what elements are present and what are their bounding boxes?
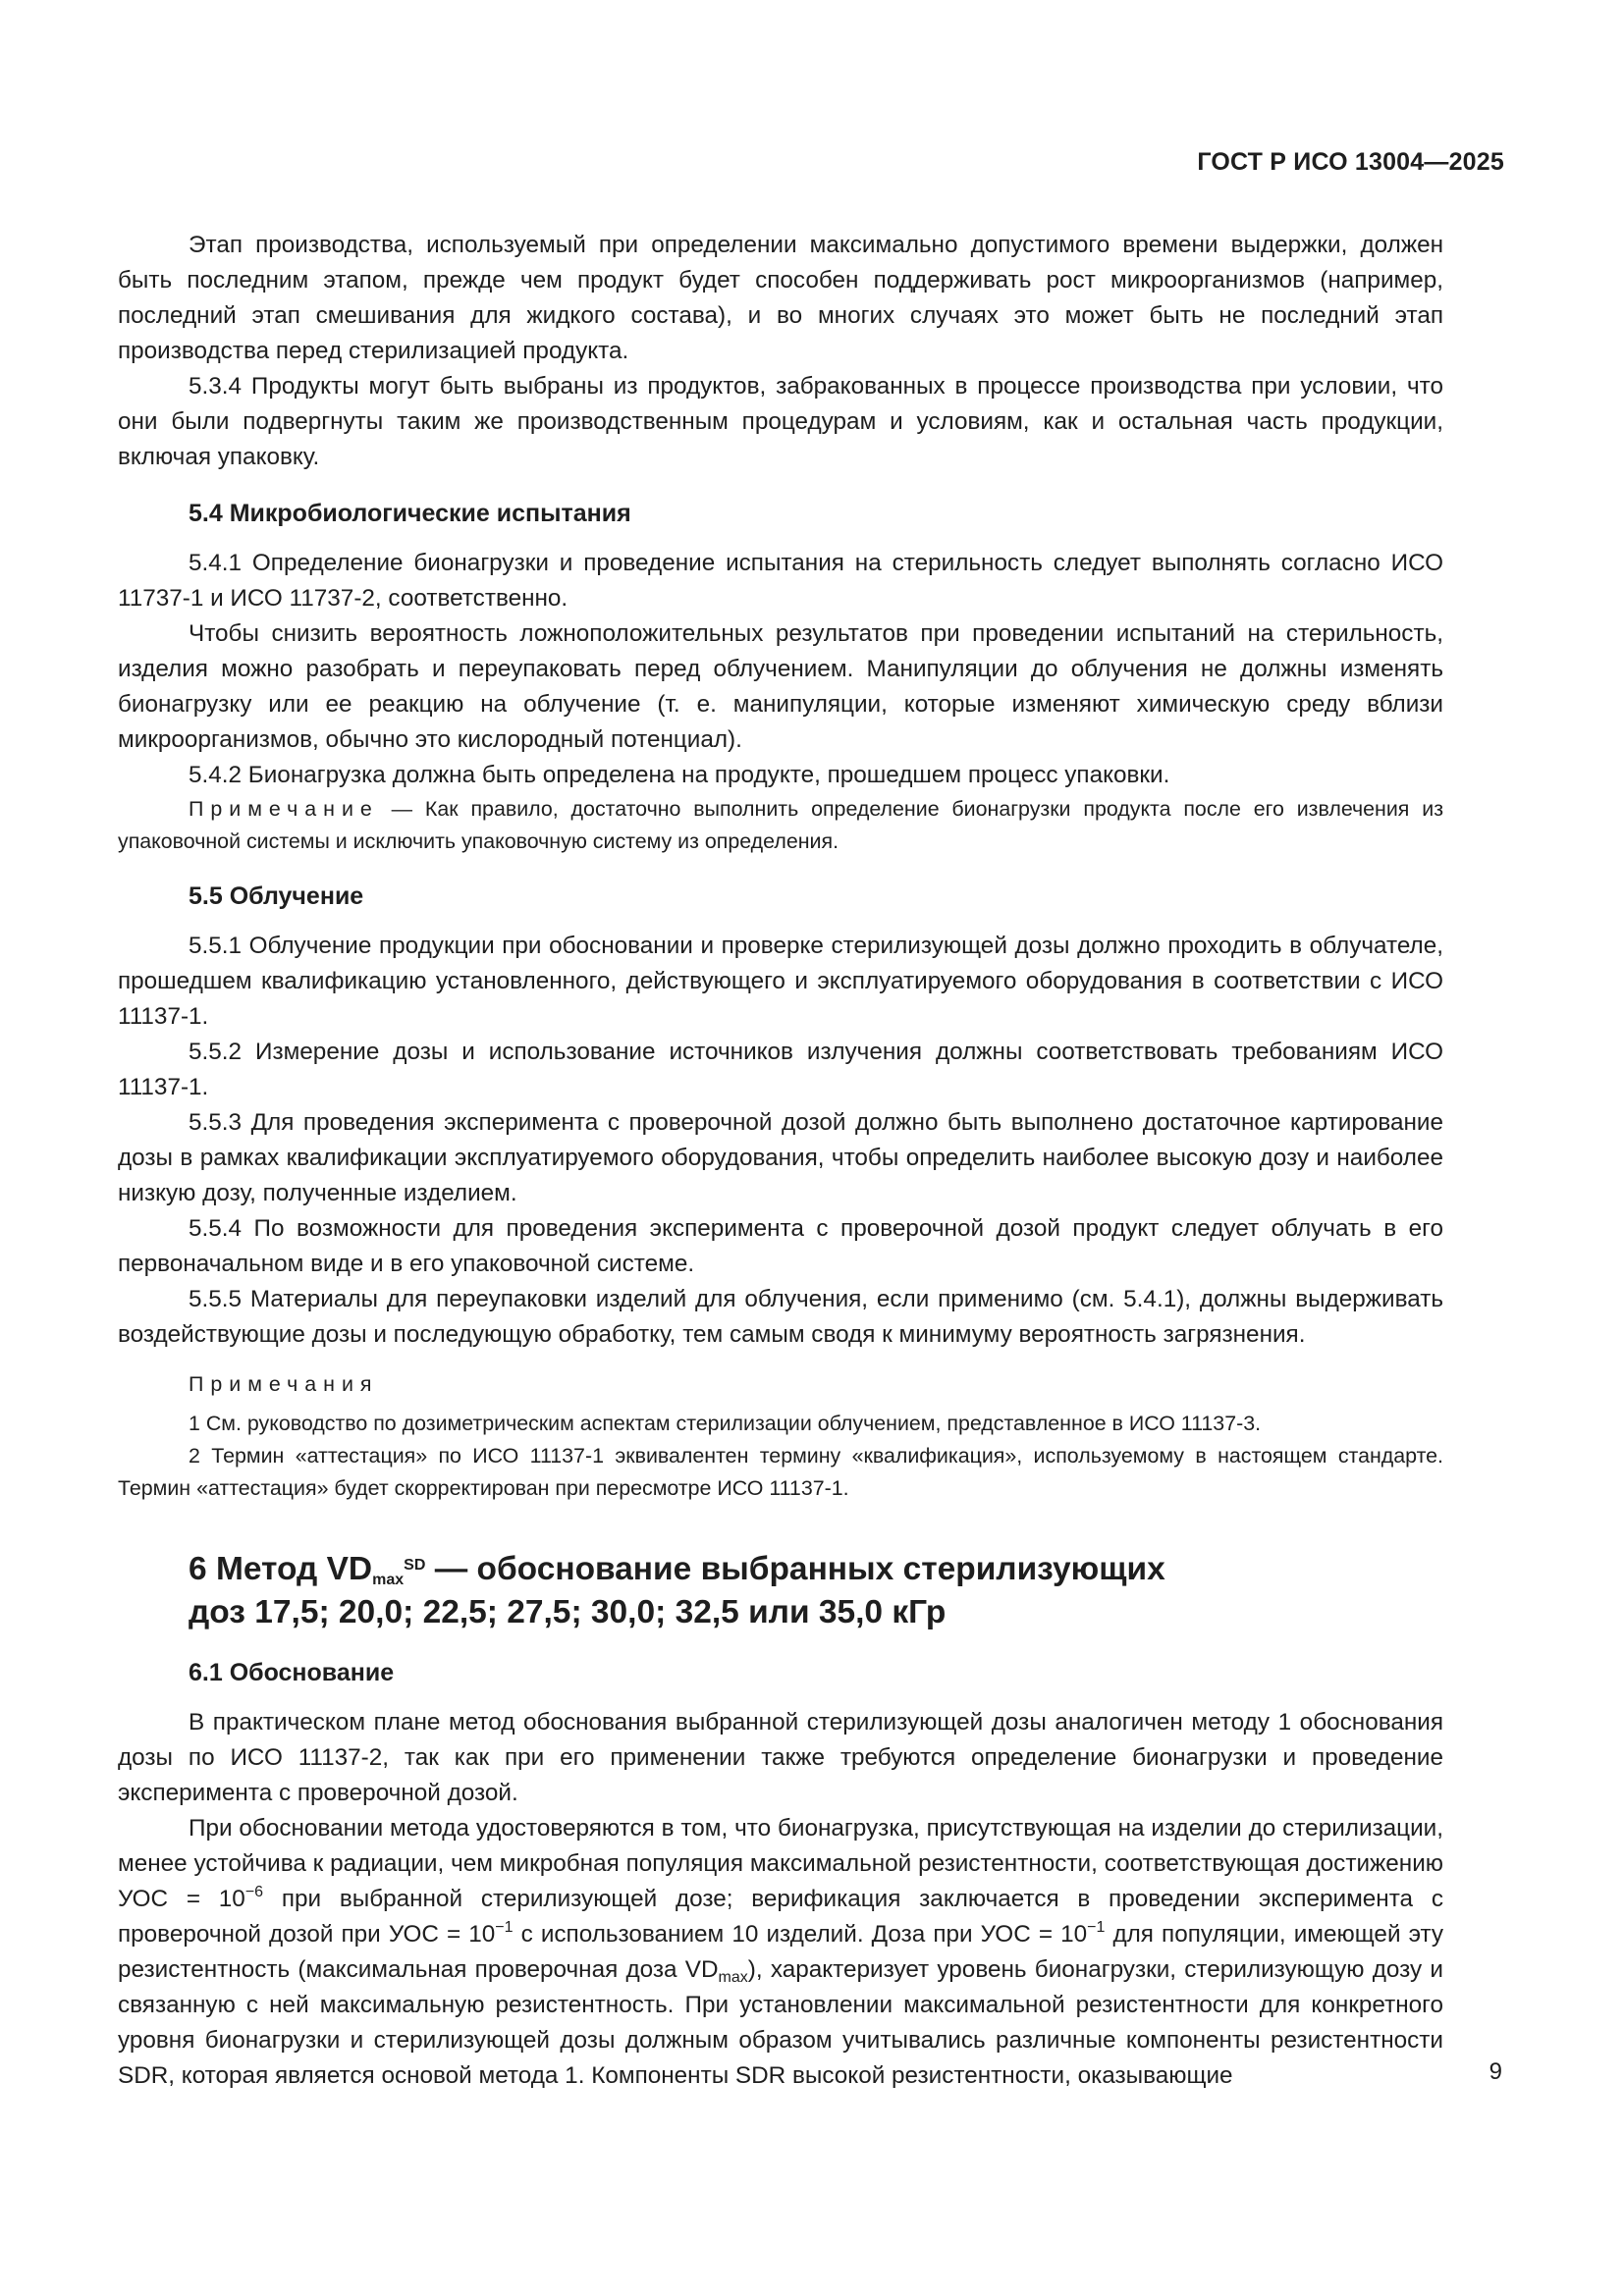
paragraph: В практическом плане метод обоснования выбранной стерилизующей дозы аналогичен методу 1 обоснования дозы по ИСО 11137-2, так как при его применении также требуются определение бионагрузки и проведение эксперимента с проверочной дозой. bbox=[118, 1709, 1443, 1806]
page-number: 9 bbox=[1489, 2058, 1502, 2085]
document-code-header: ГОСТ Р ИСО 13004—2025 bbox=[1197, 148, 1504, 176]
exponent: −1 bbox=[1087, 1919, 1106, 1936]
heading-superscript: SD bbox=[404, 1557, 426, 1574]
subscript: max bbox=[718, 1969, 748, 1986]
note-label: Примечание bbox=[189, 797, 379, 821]
note-text: — Как правило, достаточно выполнить определение бионагрузки продукта после его извлечения из упаковочной системы и исключить упаковочную систему из определения. bbox=[118, 797, 1443, 853]
paragraph-5-4-1: 5.4.1 Определение бионагрузки и проведение испытания на стерильность следует выполнять согласно ИСО 11737-1 и ИСО 11737-2, соответственно. bbox=[118, 550, 1443, 612]
exponent: −1 bbox=[495, 1919, 514, 1936]
note-item: 1 См. руководство по дозиметрическим аспектам стерилизации облучением, представленное в ИСО 11137-3. bbox=[189, 1412, 1262, 1435]
paragraph: Этап производства, используемый при определении максимально допустимого времени выдержки, должен быть последним этапом, прежде чем продукт будет способен поддерживать рост микроорганизмов (например, последний этап смешивания для жидкого состава), и во многих случаях это может быть не последний этап производства перед стерилизацией продукта. bbox=[118, 232, 1443, 364]
paragraph bbox=[118, 1811, 1443, 2094]
heading-text: — обоснование выбранных стерилизующих bbox=[425, 1551, 1165, 1587]
paragraph-5-5-5: 5.5.5 Материалы для переупаковки изделий для облучения, если применимо (см. 5.4.1), должны выдерживать воздействующие дозы и последующую обработку, тем самым сводя к минимуму вероятность загрязнения. bbox=[118, 1286, 1443, 1348]
heading-text: 6 Метод VD bbox=[189, 1551, 373, 1587]
text-run: для популяции, имеющей эту резистентность (максимальная проверочная доза VD bbox=[118, 1921, 1444, 1983]
text-run: с использованием 10 изделий. Доза при УОС = 10 bbox=[513, 1921, 1088, 1948]
paragraph-5-5-3: 5.5.3 Для проведения эксперимента с проверочной дозой должно быть выполнено достаточное картирование дозы в рамках квалификации эксплуатируемого оборудования, чтобы определить наиболее высокую дозу и наиболее низкую дозу, полученные изделием. bbox=[118, 1109, 1443, 1206]
paragraph: Чтобы снизить вероятность ложноположительных результатов при проведении испытаний на стерильность, изделия можно разобрать и переупаковать перед облучением. Манипуляции до облучения не должны изменять бионагрузку или ее реакцию на облучение (т. е. манипуляции, которые изменяют химическую среду вблизи микроорганизмов, обычно это кислородный потенциал). bbox=[118, 620, 1443, 753]
section-heading-5-4: 5.4 Микробиологические испытания bbox=[189, 500, 631, 527]
notes-label: Примечания bbox=[189, 1372, 379, 1396]
paragraph-5-5-2: 5.5.2 Измерение дозы и использование источников излучения должны соответствовать требованиям ИСО 11137-1. bbox=[118, 1039, 1443, 1100]
note-item: 2 Термин «аттестация» по ИСО 11137-1 эквивалентен термину «квалификация», используемому в настоящем стандарте. Термин «аттестация» будет скорректирован при пересмотре ИСО 11137-1. bbox=[118, 1444, 1443, 1500]
section-heading-5-5: 5.5 Облучение bbox=[189, 882, 364, 910]
text-run: При обосновании метода удостоверяются в том, что бионагрузка, присутствующая на изделии до стерилизации, менее устойчива к радиации, чем микробная популяция максимальной резистентности, соответствующая достижению УОС = 10 bbox=[118, 1815, 1443, 1912]
section-heading-6-1: 6.1 Обоснование bbox=[189, 1659, 395, 1686]
paragraph-5-4-2: 5.4.2 Бионагрузка должна быть определена на продукте, прошедшем процесс упаковки. bbox=[189, 762, 1170, 788]
exponent: −6 bbox=[244, 1884, 264, 1900]
heading-subscript: max bbox=[372, 1572, 405, 1588]
text-run: ), характеризует уровень бионагрузки, стерилизующую дозу и связанную с ней максимальную резистентность. При установлении максимальной резистентности для конкретного уровня бионагрузки и стерилизующей дозы должным образом учитывались различные компоненты резистентности SDR, которая является основой метода 1. Компоненты SDR высокой резистентности, оказывающие bbox=[118, 1956, 1443, 2089]
note bbox=[118, 793, 1443, 858]
heading-text: доз 17,5; 20,0; 22,5; 27,5; 30,0; 32,5 или 35,0 кГр bbox=[189, 1594, 947, 1630]
text-run: при выбранной стерилизующей дозе; верификация заключается в проведении эксперимента с проверочной дозой при УОС = 10 bbox=[118, 1886, 1443, 1948]
page-body bbox=[118, 228, 1443, 2094]
paragraph-5-5-4: 5.5.4 По возможности для проведения эксперимента с проверочной дозой продукт следует облучать в его первоначальном виде и в его упаковочной системе. bbox=[118, 1215, 1443, 1277]
section-heading-6 bbox=[189, 1548, 1443, 1634]
paragraph-5-5-1: 5.5.1 Облучение продукции при обосновании и проверке стерилизующей дозы должно проходить в облучателе, прошедшем квалификацию установленного, действующего и эксплуатируемого оборудования в соответствии с ИСО 11137-1. bbox=[118, 933, 1443, 1030]
paragraph-5-3-4: 5.3.4 Продукты могут быть выбраны из продуктов, забракованных в процессе производства при условии, что они были подвергнуты таким же производственным процедурам и условиям, как и остальная часть продукции, включая упаковку. bbox=[118, 373, 1443, 470]
